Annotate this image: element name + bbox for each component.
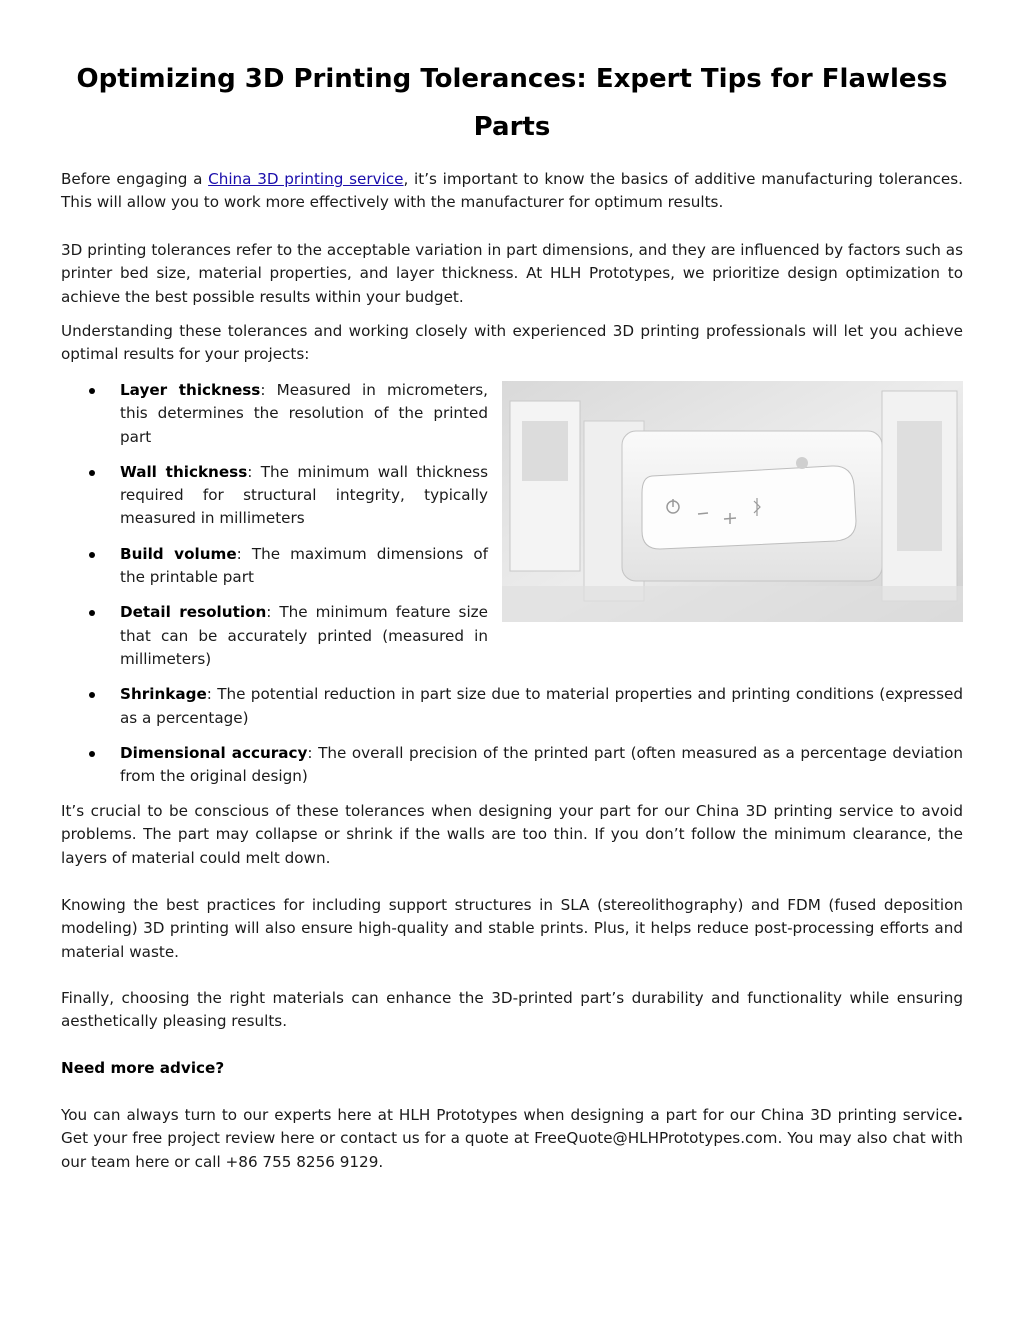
bullet-icon <box>89 751 95 757</box>
list-item-description: : The overall precision of the printed part (often measured as a percentage deviation from the original design) <box>120 743 963 786</box>
list-item-description: : The maximum dimensions of the printable part <box>120 544 488 587</box>
need-more-advice-heading: Need more advice? <box>61 1059 225 1077</box>
list-item-description: : The potential reduction in part size due to material properties and printing conditions (expressed as a percentage) <box>120 685 963 727</box>
list-item-term: Detail resolution <box>120 603 267 622</box>
list-item-shrinkage <box>61 683 963 730</box>
bullet-icon <box>89 692 95 698</box>
list-item-layer-thickness <box>61 379 963 449</box>
tolerances-paragraph: 3D printing tolerances refer to the acceptable variation in part dimensions, and they are influenced by factors such as printer bed size, material properties, and layer thickness. At HLH Prototypes, we prioritize design optimization to achieve the best possible results within your budget. <box>61 241 963 306</box>
bullet-icon <box>89 552 95 558</box>
list-item-description: : The minimum feature size that can be accurately printed (measured in millimeters) <box>120 603 488 668</box>
china-3d-printing-service-link[interactable]: China 3D printing service <box>208 170 404 188</box>
list-item-detail-resolution <box>61 601 963 671</box>
bullet-icon <box>89 470 95 476</box>
understanding-paragraph: Understanding these tolerances and working closely with experienced 3D printing professionals will let you achieve optimal results for your projects: <box>61 322 963 364</box>
list-item-build-volume <box>61 543 963 590</box>
crucial-paragraph: It’s crucial to be conscious of these tolerances when designing your part for our China 3D printing service to avoid problems. The part may collapse or shrink if the walls are too thin. If you don’t follow the minimum clearance, the layers of material could melt down. <box>61 802 963 867</box>
list-item-term: Wall thickness <box>120 462 248 481</box>
bullet-icon <box>89 388 95 394</box>
list-item-wall-thickness <box>61 461 963 531</box>
intro-text-after: , it’s important to know the basics of additive manufacturing tolerances. This will allow you to work more effectively with the manufacturer for optimum results. <box>61 170 963 212</box>
list-item-term: Layer thickness <box>120 381 261 399</box>
list-item-term: Build volume <box>120 544 237 563</box>
closing-text-before: You can always turn to our experts here at HLH Prototypes when designing a part for our China 3D printing service <box>61 1106 958 1124</box>
bullet-icon <box>89 610 95 616</box>
best-practices-paragraph: Knowing the best practices for including support structures in SLA (stereolithography) and FDM (fused deposition modeling) 3D printing will also ensure high-quality and stable prints. Plus, it helps reduce post-processing efforts and material waste. <box>61 896 963 961</box>
closing-bold-period: . <box>957 1106 963 1124</box>
intro-text-before: Before engaging a <box>61 170 209 188</box>
tolerance-list-section <box>61 379 963 800</box>
list-item-dimensional-accuracy <box>61 742 963 789</box>
page-title: Optimizing 3D Printing Tolerances: Expert Tips for Flawless Parts <box>76 64 948 142</box>
list-item-term: Shrinkage <box>120 685 207 704</box>
tolerance-list <box>61 379 963 788</box>
list-item-term: Dimensional accuracy <box>120 743 308 762</box>
closing-text-after: Get your free project review here or contact us for a quote at FreeQuote@HLHPrototypes.com. You may also chat with our team here or call +86 755 8256 9129. <box>61 1129 963 1171</box>
materials-paragraph: Finally, choosing the right materials can enhance the 3D-printed part’s durability and functionality while ensuring aesthetically pleasing results. <box>61 989 963 1031</box>
list-item-description: : The minimum wall thickness required for structural integrity, typically measured in millimeters <box>120 462 489 528</box>
list-item-description: : Measured in micrometers, this determines the resolution of the printed part <box>120 381 488 446</box>
intro-paragraph <box>61 168 963 215</box>
closing-paragraph <box>61 1104 963 1174</box>
